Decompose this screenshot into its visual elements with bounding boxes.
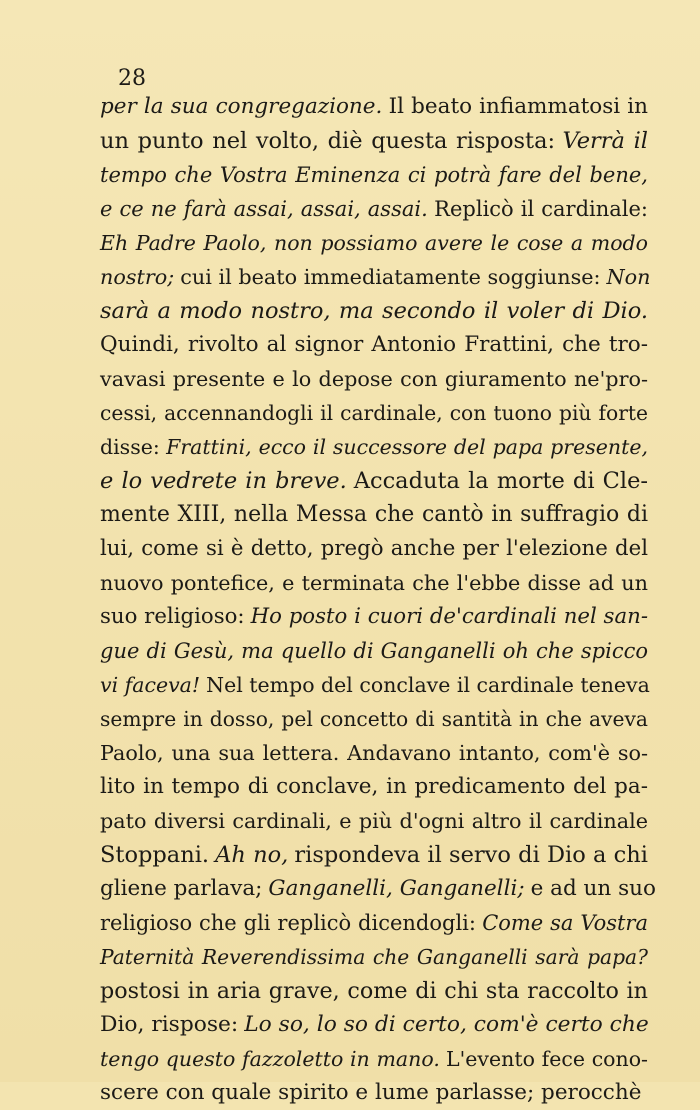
italic-segment: Verrà il [562,128,648,154]
text-line [100,702,648,736]
page-number: 28 [118,66,146,91]
italic-segment: tengo questo fazzoletto in mano. [100,1047,440,1071]
text-segment: Dio, rispose: [100,1012,239,1037]
text-line [100,566,648,600]
italic-segment: gue di Gesù, ma quello di Ganganelli oh che spicco [100,639,648,663]
text-segment: Quindi, rivolto al signor Antonio Frattini, che tro- [100,332,648,357]
text-line [100,430,648,464]
italic-segment: sarà a modo nostro, ma secondo il voler di Dio. [100,298,648,324]
italic-segment: Non [606,265,651,289]
text-line [100,260,651,294]
text-segment: vavasi presente e lo depose con giuramento ne'pro- [100,367,648,391]
body-text [100,90,656,1110]
text-segment: L'evento fece cono- [446,1047,648,1071]
text-line [100,804,648,838]
text-segment: lito in tempo di conclave, in predicamento del pa- [100,774,648,799]
text-line [100,838,648,872]
text-line [100,668,648,702]
italic-segment: nostro; [100,265,175,289]
text-segment: Paolo, una sua lettera. Andavano intanto, com'è so- [100,741,648,765]
text-line [100,770,648,804]
text-segment: Nel tempo del conclave il cardinale teneva [206,673,650,697]
text-segment: suo religioso: [100,604,245,629]
text-line [100,872,656,906]
text-line [100,328,648,362]
text-line [100,906,648,940]
text-line [100,464,648,498]
italic-segment: Lo so, lo so di certo, com'è certo che [244,1012,649,1037]
text-segment: nuovo pontefice, e terminata che l'ebbe disse ad un [100,571,648,595]
italic-segment: tempo che Vostra Eminenza ci potrà fare del bene, [100,163,648,187]
text-line [100,940,648,974]
text-line [100,396,648,430]
text-segment: cessi, accennandogli il cardinale, con tuono più forte [100,401,648,425]
text-segment: lui, come si è detto, pregò anche per l'elezione del [100,536,648,561]
text-line [100,124,648,158]
text-segment: un punto nel volto, diè questa risposta: [100,128,556,154]
text-segment: gliene parlava; [100,876,263,901]
text-segment: e ad un suo [530,876,656,901]
italic-segment: Eh Padre Paolo, non possiamo avere le cose a modo [100,231,648,255]
italic-segment: vi faceva! [100,673,201,697]
italic-segment: Ho posto i cuori de'cardinali nel san- [250,604,648,629]
text-segment: Il beato infiammatosi in [388,94,649,119]
text-segment: religioso che gli replicò dicendogli: [100,911,476,935]
italic-segment: per la sua congregazione. [100,94,383,119]
text-segment: rispondeva il servo di Dio a chi [294,842,648,868]
text-line [100,226,648,260]
text-line [100,294,648,328]
text-line [100,736,648,770]
text-line [100,90,648,124]
text-segment: cui il beato immediatamente soggiunse: [180,265,601,289]
text-line [100,1008,648,1042]
italic-segment: e lo vedrete in breve. [100,468,347,494]
text-segment: sempre in dosso, pel concetto di santità in che aveva [100,707,648,731]
text-line [100,974,648,1008]
italic-segment: Ah no, [215,842,289,868]
text-line [100,532,648,566]
text-segment: Stoppani. [100,842,210,868]
italic-segment: Frattini, ecco il successore del papa presente, [166,435,648,459]
text-line [100,1076,648,1110]
text-segment: Replicò il cardinale: [434,197,648,221]
italic-segment: Paternità Reverendissima che Ganganelli sarà papa? [100,945,648,969]
text-line [100,158,648,192]
italic-segment: e ce ne farà assai, assai, assai. [100,197,428,221]
text-segment: mente XIII, nella Messa che cantò in suffragio di [100,502,648,527]
text-segment: disse: [100,435,160,459]
text-line [100,362,648,396]
italic-segment: Ganganelli, Ganganelli; [268,876,525,901]
text-segment: Accaduta la morte di Cle- [353,468,648,494]
text-segment: postosi in aria grave, come di chi sta raccolto in [100,978,648,1004]
text-segment: pato diversi cardinali, e più d'ogni altro il cardinale [100,809,648,833]
text-line [100,498,648,532]
text-line [100,1042,648,1076]
text-segment: scere con quale spirito e lume parlasse; perocchè [100,1080,642,1105]
text-line [100,634,648,668]
italic-segment: Come sa Vostra [482,911,648,935]
text-line [100,192,648,226]
text-line [100,600,648,634]
